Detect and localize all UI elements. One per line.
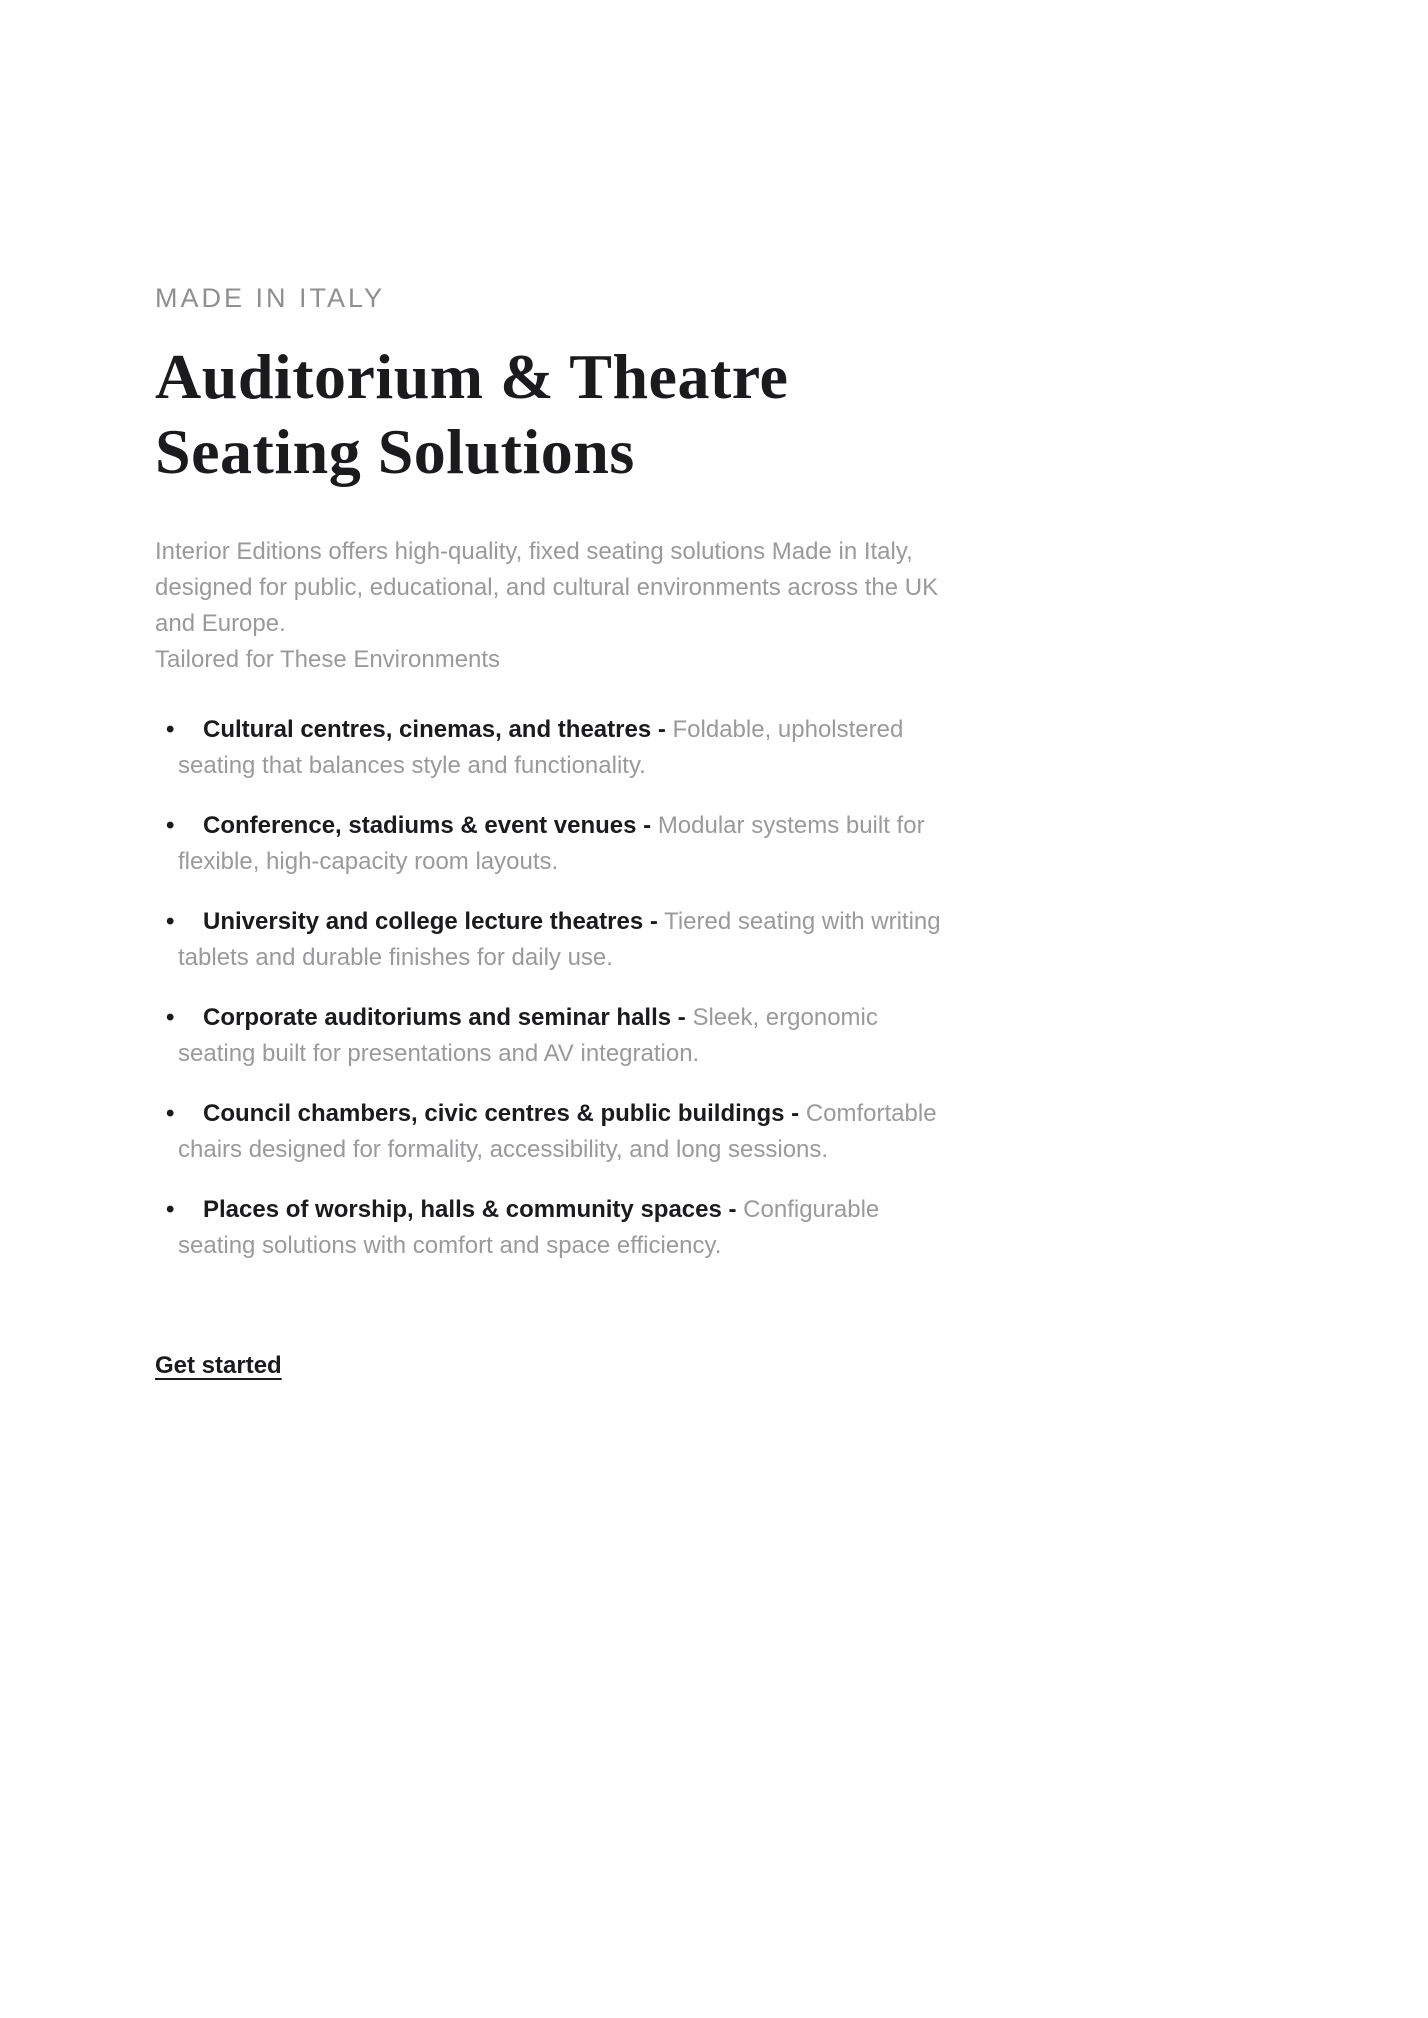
list-item-cultural-centres [178, 712, 955, 784]
environments-list [155, 712, 955, 1264]
bullet-desc: Modular systems built for flexible, high-capacity room layouts. [178, 811, 925, 875]
bullet-lead: Places of worship, halls & community spaces - [203, 1195, 737, 1223]
list-item-conference-venues [178, 808, 955, 880]
tagline-text: Tailored for These Environments [155, 645, 501, 673]
list-item-places-of-worship [178, 1192, 955, 1264]
bullet-desc: Comfortable chairs designed for formality, accessibility, and long sessions. [178, 1099, 937, 1163]
bullet-lead: Corporate auditoriums and seminar halls - [203, 1003, 686, 1031]
bullet-desc: Foldable, upholstered seating that balances style and functionality. [178, 715, 904, 779]
title-line-1: Auditorium & Theatre [155, 341, 789, 412]
seating-solutions-section [0, 0, 990, 1380]
list-item-lecture-theatres [178, 904, 955, 976]
intro-paragraph: Interior Editions offers high-quality, fixed seating solutions Made in Italy, designed for public, educational, and cultural environments across the UK and Europe. [155, 537, 939, 637]
bullet-desc: Configurable seating solutions with comfort and space efficiency. [178, 1195, 880, 1259]
bullet-lead: Cultural centres, cinemas, and theatres - [203, 715, 666, 743]
page-title [155, 340, 990, 490]
eyebrow-label: MADE IN ITALY [155, 283, 386, 313]
bullet-lead: Council chambers, civic centres & public buildings - [203, 1099, 800, 1127]
bullet-lead: University and college lecture theatres - [203, 907, 658, 935]
get-started-link[interactable]: Get started [155, 1351, 282, 1379]
bullet-desc: Tiered seating with writing tablets and durable finishes for daily use. [178, 907, 941, 971]
bullet-desc: Sleek, ergonomic seating built for presentations and AV integration. [178, 1003, 878, 1067]
list-item-council-chambers [178, 1096, 955, 1168]
list-item-corporate-auditoriums [178, 1000, 955, 1072]
bullet-lead: Conference, stadiums & event venues - [203, 811, 652, 839]
title-line-2: Seating Solutions [155, 415, 635, 487]
